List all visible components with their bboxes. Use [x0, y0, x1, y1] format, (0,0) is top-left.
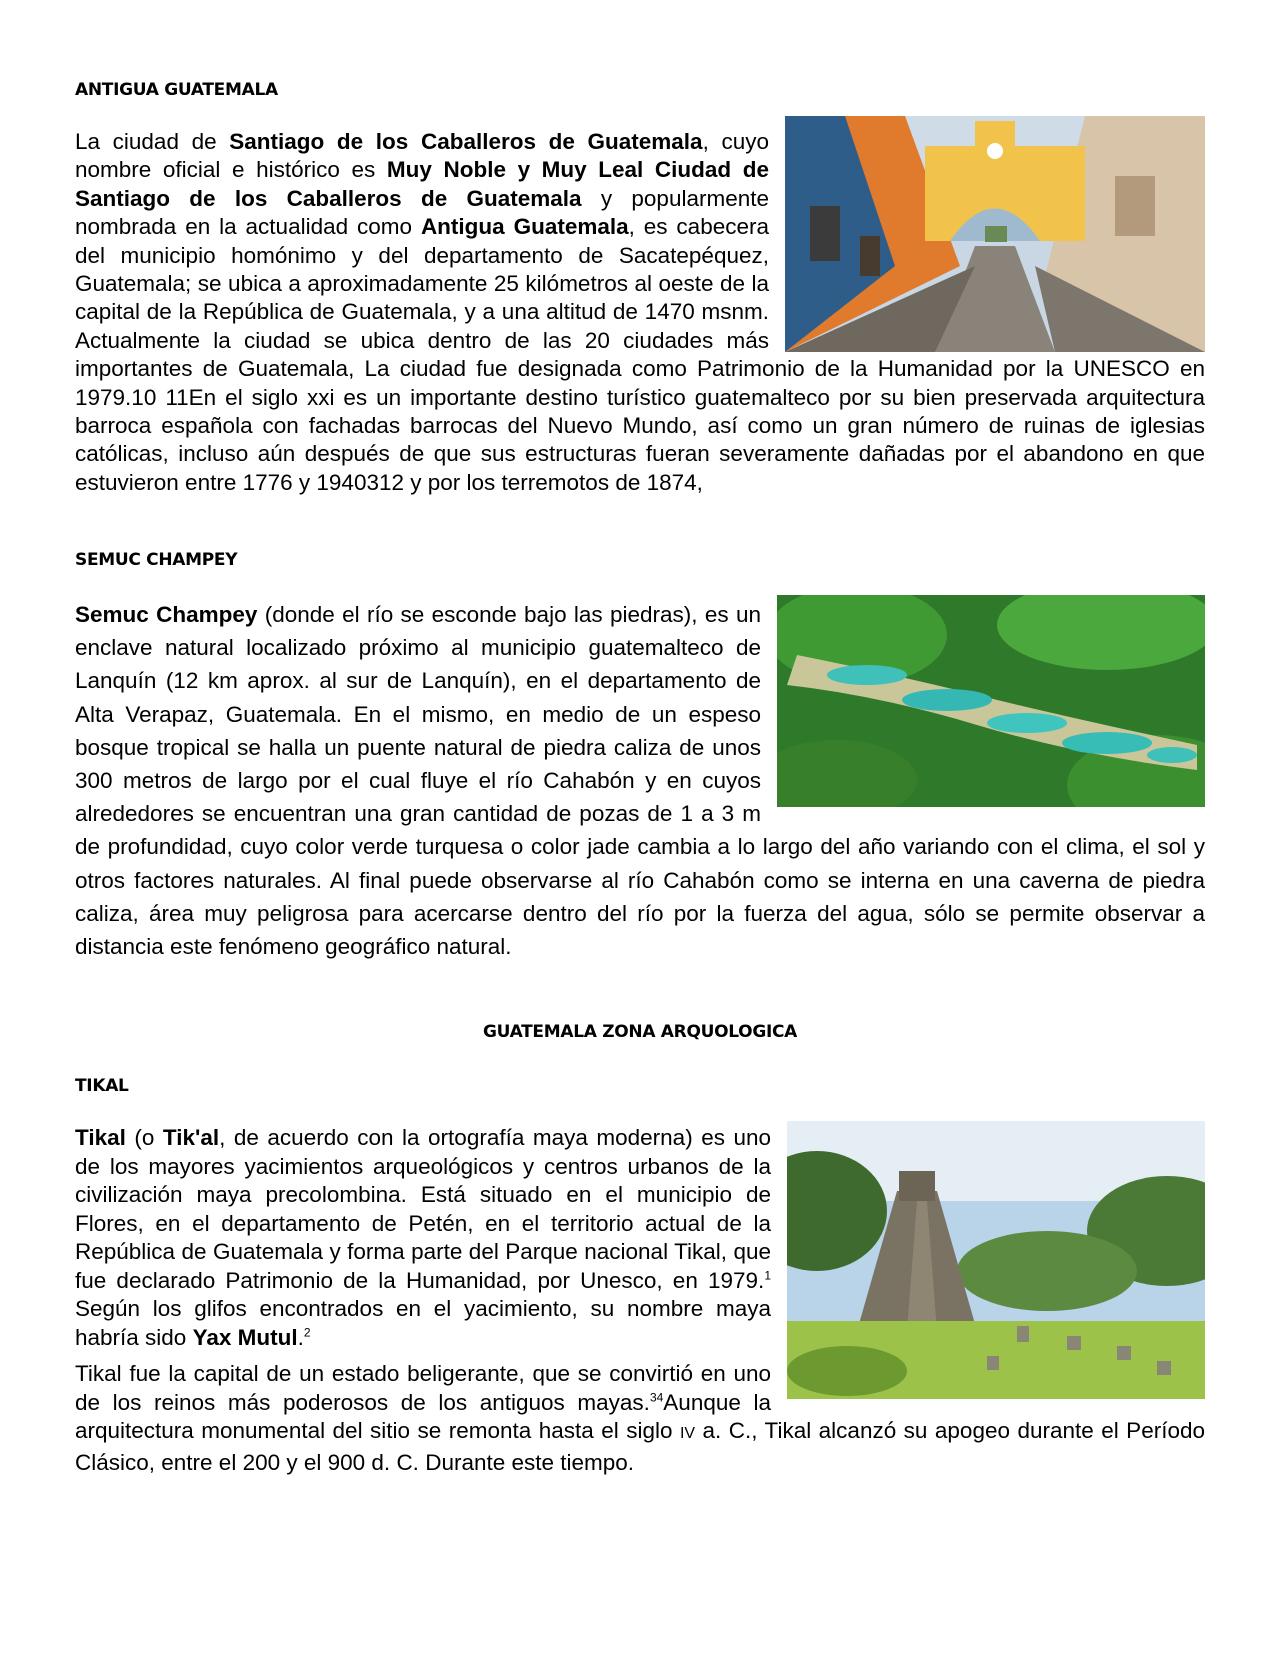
tikal-temple-photo — [787, 1121, 1205, 1399]
semuc-champey-photo — [777, 595, 1205, 807]
paragraph-semuc-champey: Semuc Champey (donde el río se esconde bajo las piedras), es un enclave natural localizado próximo al municipio guatemalteco de Lanquín (12 km aprox. al sur de Lanquín), en el departamento de Alta Verapaz, Guatemala. En el mismo, en medio de un espeso bosque tropical se halla un puente natural de piedra caliza de unos 300 metros de largo por el cual fluye el río Cahabón y en cuyos alrededores se encuentran una gran cantidad de pozas de 1 a 3 m de profundidad, cuyo color verde turquesa o color jade cambia a lo largo del año variando con el clima, el sol y otros factores naturales. Al final puede observarse al río Cahabón como se interna en una caverna de piedra caliza, área muy peligrosa para acercarse dentro del río por la fuerza del agua, sólo se permite observar a distancia este fenómeno geográfico natural. — [75, 598, 1205, 963]
paragraph-tikal: Tikal (o Tik'al, de acuerdo con la ortografía maya moderna) es uno de los mayores yacimientos arqueológicos y centros urbanos de la civilización maya precolombina. Está situado en el municipio de Flores, en el departamento de Petén, en el territorio actual de la República de Guatemala y forma parte del Parque nacional Tikal, que fue declarado Patrimonio de la Humanidad, por Unesco, en 1979.$^1$ Según los glifos encontrados en el yacimiento, su nombre maya habría sido Yax Mutul.$^2$ Tikal fue la capital de un estado beligerante, que se convirtió en uno de los reinos más poderosos de los antiguos mayas.$^{34}$Aunque la arquitectura monumental del sitio se remonta hasta el siglo IV a. C., Tikal alcanzó su apogeo durante el Período Clásico, entre el 200 y el 900 d. C. Durante este tiempo. — [75, 1124, 1205, 1477]
heading-semuc-champey: SEMUC CHAMPEY — [75, 550, 238, 570]
heading-antigua: ANTIGUA GUATEMALA — [75, 80, 278, 100]
antigua-arch-photo — [785, 116, 1205, 352]
paragraph-antigua: La ciudad de Santiago de los Caballeros de Guatemala, cuyo nombre oficial e histórico es Muy Noble y Muy Leal Ciudad de Santiago de los Caballeros de Guatemala y popularmente nombrada en la actualidad como Antigua Guatemala, es cabecera del municipio homónimo y del departamento de Sacatepéquez, Guatemala; se ubica a aproximadamente 25 kilómetros al oeste de la capital de la República de Guatemala, y a una altitud de 1470 msnm. Actualmente la ciudad se ubica dentro de las 20 ciudades más importantes de Guatemala, La ciudad fue designada como Patrimonio de la Humanidad por la UNESCO en 1979.10 11En el siglo xxi es un importante destino turístico guatemalteco por su bien preservada arquitectura barroca española con fachadas barrocas del Nuevo Mundo, así como un gran número de ruinas de iglesias católicas, incluso aún después de que sus estructuras fueran severamente dañadas por el abandono en que estuvieron entre 1776 y 1940312 y por los terremotos de 1874, — [75, 128, 1205, 497]
paragraph-tikal-2: Tikal fue la capital de un estado beligerante, que se convirtió en uno de los reinos más poderosos de los antiguos mayas.$^{34}$Aunque la arquitectura monumental del sitio se remonta hasta el siglo IV a. C., Tikal alcanzó su apogeo durante el Período Clásico, entre el 200 y el 900 d. C. Durante este tiempo. — [75, 1361, 1205, 1475]
heading-tikal: TIKAL — [75, 1076, 129, 1096]
heading-zona-arqueologica: GUATEMALA ZONA ARQUOLOGICA — [482, 1022, 798, 1042]
